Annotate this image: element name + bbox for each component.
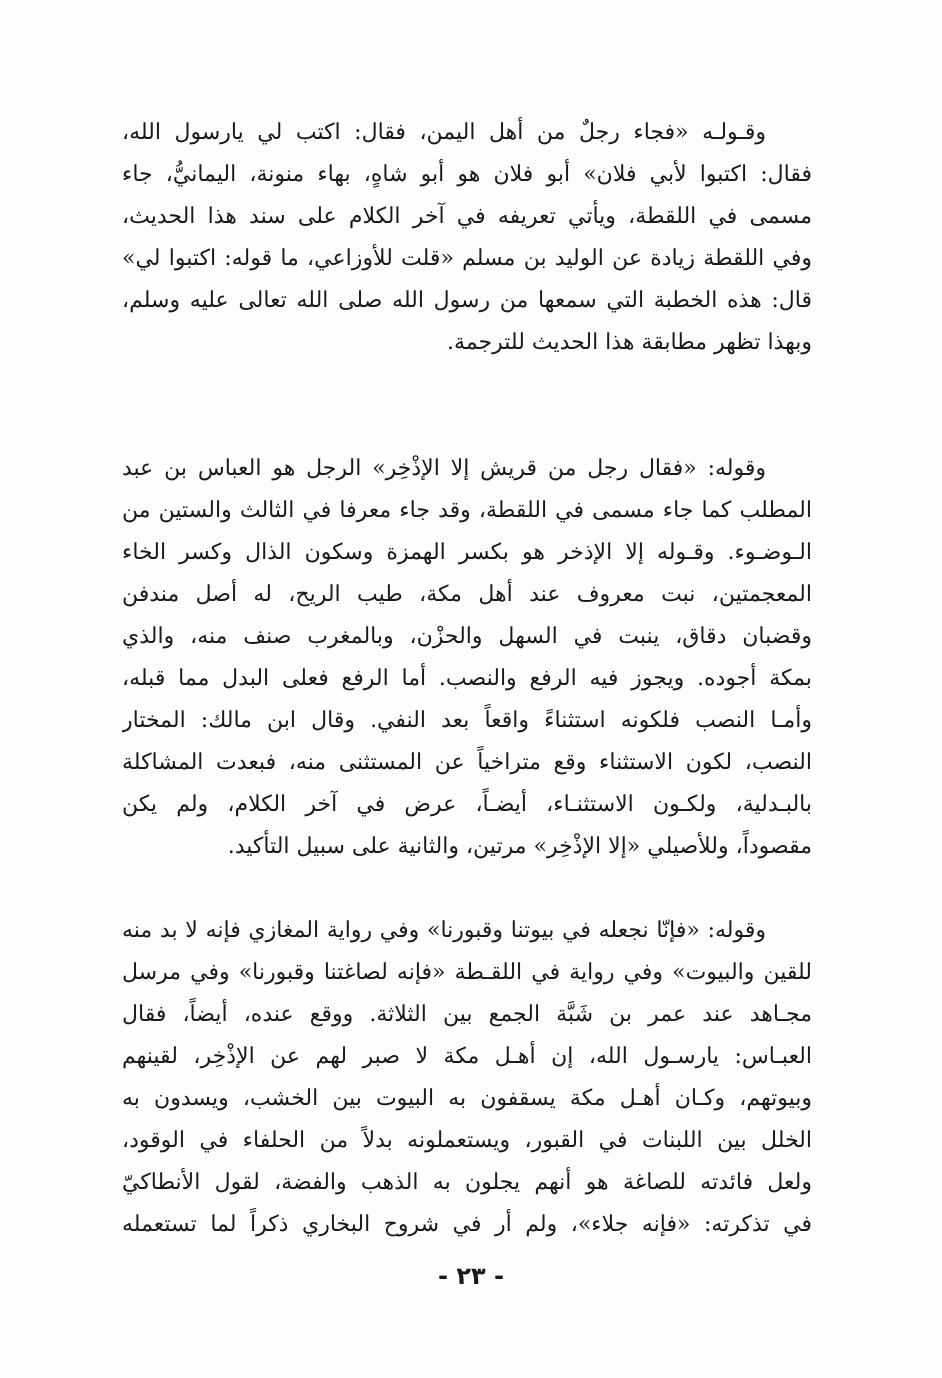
paragraph-line: الـوضـوء. وقـوله إلا الإذخر هو بكسر الهمزة وسكون الذال وكسر الخاء xyxy=(122,540,812,565)
paragraph-line: قال: هذه الخطبة التي سمعها من رسول الله صلى الله تعالى عليه وسلم، xyxy=(122,288,812,313)
paragraph-1 xyxy=(122,112,812,364)
paragraph-line: وبهذا تظهر مطابقة هذا الحديث للترجمة. xyxy=(447,330,812,355)
paragraph-line: وقوله: «فقال رجل من قريش إلا الإذْخِر» الرجل هو العباس بن عبد xyxy=(122,456,766,481)
paragraph-line: وفي اللقطة زيادة عن الوليد بن مسلم «قلت للأوزاعي، ما قوله: اكتبوا لي» xyxy=(122,246,812,271)
paragraph-line: الخلل بين اللبنات في القبور، ويستعملونه بدلاً من الحلفاء في الوقود، xyxy=(122,1128,812,1153)
paragraph-line: النصب، لكون الاستثناء وقع متراخياً عن المستثنى منه، فبعدت المشاكلة xyxy=(122,750,812,775)
paragraph-line: المطلب كما جاء مسمى في اللقطة، وقد جاء معرفا في الثالث والستين من xyxy=(122,498,812,523)
paragraph-line: مقصوداً، وللأصيلي «إلا الإذْخِر» مرتين، والثانية على سبيل التأكيد. xyxy=(227,834,812,859)
paragraph-line: مجـاهد عند عمر بن شَبَّة الجمع بين الثلاثة. ووقع عنده، أيضاً، فقال xyxy=(122,1002,812,1027)
page-number: - ٢٣ - xyxy=(438,1262,504,1290)
paragraph-line: بالبـدلية، ولكـون الاستثنـاء، أيضـاً، عرض في آخر الكلام، ولم يكن xyxy=(122,792,812,817)
paragraph-2 xyxy=(122,448,812,868)
paragraph-line: وقوله: «فإنّا نجعله في بيوتنا وقبورنا» وفي رواية المغازي فإنه لا بد منه xyxy=(122,918,766,943)
paragraph-line: للقين والبيوت» وفي رواية في اللقـطة «فإنه لصاغتنا وقبورنا» وفي مرسل xyxy=(122,960,812,985)
paragraph-line: العبـاس: يارسـول الله، إن أهـل مكة لا صبر لهم عن الإذْخِر، لقينهم xyxy=(122,1044,812,1069)
paragraph-line: وأمـا النصب فلكونه استثناءً واقعاً بعد النفي. وقال ابن مالك: المختار xyxy=(122,708,812,733)
paragraph-line: مسمى في اللقطة، ويأتي تعريفه في آخر الكلام على سند هذا الحديث، xyxy=(122,204,812,229)
paragraph-line: المعجمتين، نبت معروف عند أهل مكة، طيب الريح، له أصل مندفن xyxy=(122,582,812,607)
paragraph-line: وقضبان دقاق، ينبت في السهل والحزْن، وبالمغرب صنف منه، والذي xyxy=(122,624,812,649)
paragraph-line: بمكة أجوده. ويجوز فيه الرفع والنصب. أما الرفع فعلى البدل مما قبله، xyxy=(122,666,812,691)
paragraph-line: ولعل فائدته للصاغة هو أنهم يجلون به الذهب والفضة، لقول الأنطاكيّ xyxy=(122,1170,812,1195)
paragraph-line: وقـولـه «فجاء رجلٌ من أهل اليمن، فقال: اكتب لي يارسول الله، xyxy=(122,120,766,145)
paragraph-line: فقال: اكتبوا لأبي فلان» أبو فلان هو أبو شاهٍ، بهاء منونة، اليمانيُّ، جاء xyxy=(122,162,812,187)
paragraph-line: في تذكرته: «فإنه جلاء»، ولم أر في شروح البخاري ذكراً لما تستعمله xyxy=(122,1212,812,1237)
paragraph-line: وبيوتهم، وكـان أهـل مكة يسقفون به البيوت بين الخشب، ويسدون به xyxy=(122,1086,812,1111)
paragraph-3 xyxy=(122,910,812,1246)
